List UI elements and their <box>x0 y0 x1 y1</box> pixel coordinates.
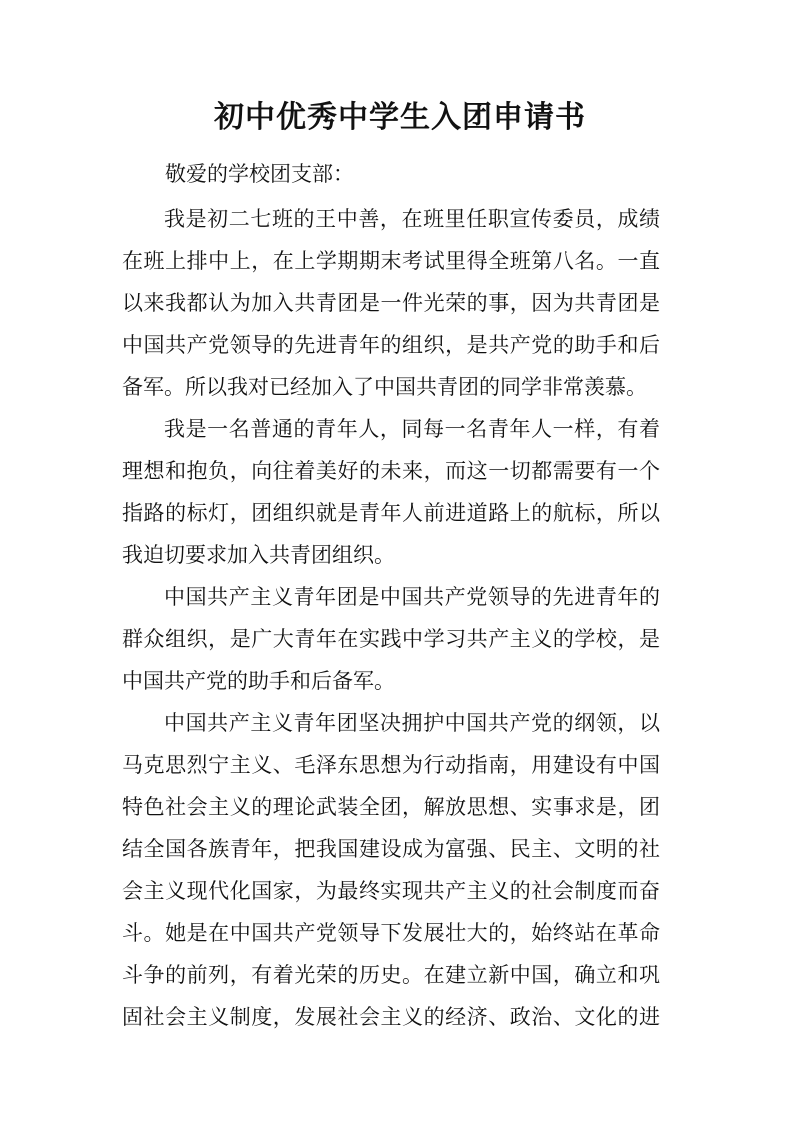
paragraph-line: 我是一名普通的青年人，同每一名青年人一样，有着 <box>164 417 660 441</box>
paragraph-line: 特色社会主义的理论武装全团，解放思想、实事求是，团 <box>122 795 660 819</box>
paragraph-2 <box>122 408 660 576</box>
paragraph-line: 我迫切要求加入共青团组织。 <box>122 543 395 567</box>
paragraph-line: 中国共产主义青年团是中国共产党领导的先进青年的 <box>164 585 660 609</box>
paragraph-line: 斗。她是在中国共产党领导下发展壮大的，始终站在革命 <box>122 921 660 945</box>
paragraph-line: 以来我都认为加入共青团是一件光荣的事，因为共青团是 <box>122 291 660 315</box>
paragraph-line: 马克思烈宁主义、毛泽东思想为行动指南，用建设有中国 <box>122 753 660 777</box>
paragraph-line: 结全国各族青年，把我国建设成为富强、民主、文明的社 <box>122 837 660 861</box>
paragraph-line: 群众组织，是广大青年在实践中学习共产主义的学校，是 <box>122 627 660 651</box>
paragraph-line: 中国共产主义青年团坚决拥护中国共产党的纲领，以 <box>164 711 660 735</box>
paragraph-3 <box>122 576 660 702</box>
salutation: 敬爱的学校团支部： <box>165 162 354 186</box>
paragraph-line: 理想和抱负，向往着美好的未来，而这一切都需要有一个 <box>122 459 660 483</box>
paragraph-4 <box>122 702 660 1038</box>
paragraph-1 <box>122 198 660 408</box>
paragraph-line: 在班上排中上，在上学期期末考试里得全班第八名。一直 <box>122 249 660 273</box>
paragraph-line: 会主义现代化国家，为最终实现共产主义的社会制度而奋 <box>122 879 660 903</box>
document-body <box>122 198 660 1038</box>
paragraph-line: 固社会主义制度，发展社会主义的经济、政治、文化的进 <box>122 1005 660 1029</box>
paragraph-line: 斗争的前列，有着光荣的历史。在建立新中国，确立和巩 <box>122 963 660 987</box>
paragraph-line: 中国共产党领导的先进青年的组织，是共产党的助手和后 <box>122 333 660 357</box>
paragraph-line: 指路的标灯，团组织就是青年人前进道路上的航标，所以 <box>122 501 660 525</box>
paragraph-line: 中国共产党的助手和后备军。 <box>122 669 395 693</box>
paragraph-line: 我是初二七班的王中善，在班里任职宣传委员，成绩 <box>164 207 660 231</box>
paragraph-line: 备军。所以我对已经加入了中国共青团的同学非常羡慕。 <box>122 375 647 399</box>
document-title: 初中优秀中学生入团申请书 <box>214 100 586 135</box>
